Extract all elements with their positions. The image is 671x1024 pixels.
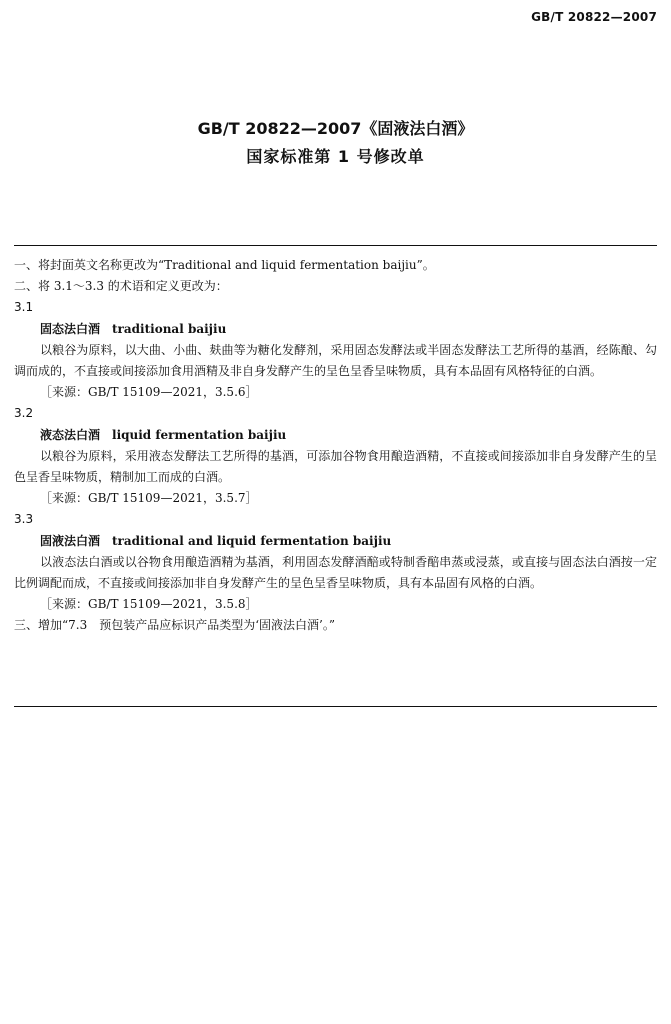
term-zh: 固液法白酒 bbox=[40, 533, 101, 548]
bottom-divider bbox=[14, 706, 657, 707]
term-source: ［来源：GB/T 15109—2021，3.5.6］ bbox=[40, 385, 258, 400]
term-number: 3.3 bbox=[14, 512, 34, 527]
document-title bbox=[0, 118, 671, 168]
term-source: ［来源：GB/T 15109—2021，3.5.7］ bbox=[40, 491, 258, 506]
amendment-item-3: 三、增加“7.3 预包装产品应标识产品类型为‘固液法白酒’。” bbox=[14, 618, 335, 633]
term-en: liquid fermentation baijiu bbox=[112, 427, 287, 442]
title-line-2: 国家标准第 1 号修改单 bbox=[246, 147, 425, 166]
term-heading bbox=[14, 319, 657, 340]
term-heading bbox=[14, 531, 657, 552]
top-divider bbox=[14, 245, 657, 246]
term-definition: 以粮谷为原料，以大曲、小曲、麸曲等为糖化发酵剂，采用固态发酵法或半固态发酵法工艺所得的基酒，经陈酿、勾调而成的，不直接或间接添加食用酒精及非自身发酵产生的呈色呈香呈味物质，具有本品固有风格特征的白酒。 bbox=[14, 342, 657, 379]
term-zh: 液态法白酒 bbox=[40, 427, 101, 442]
term-en: traditional and liquid fermentation baijiu bbox=[112, 533, 392, 548]
amendment-body bbox=[14, 255, 657, 637]
term-en: traditional baijiu bbox=[112, 321, 227, 336]
standard-code-header: GB/T 20822—2007 bbox=[531, 10, 657, 24]
term-heading bbox=[14, 425, 657, 446]
term-zh: 固态法白酒 bbox=[40, 321, 101, 336]
term-number: 3.2 bbox=[14, 406, 34, 421]
amendment-item-2: 二、将 3.1～3.3 的术语和定义更改为： bbox=[14, 279, 228, 294]
term-source: ［来源：GB/T 15109—2021，3.5.8］ bbox=[40, 597, 258, 612]
term-definition: 以粮谷为原料，采用液态发酵法工艺所得的基酒，可添加谷物食用酿造酒精，不直接或间接添加非自身发酵产生的呈色呈香呈味物质，精制加工而成的白酒。 bbox=[14, 448, 657, 485]
title-line-1: GB/T 20822—2007《固液法白酒》 bbox=[197, 119, 474, 138]
amendment-item-1: 一、将封面英文名称更改为“Traditional and liquid fermentation baijiu”。 bbox=[14, 258, 435, 272]
term-number: 3.1 bbox=[14, 300, 34, 315]
term-definition: 以液态法白酒或以谷物食用酿造酒精为基酒，利用固态发酵酒醅或特制香醅串蒸或浸蒸，或直接与固态法白酒按一定比例调配而成，不直接或间接添加非自身发酵产生的呈色呈香呈味物质，具有本品固有风格的白酒。 bbox=[14, 554, 657, 591]
